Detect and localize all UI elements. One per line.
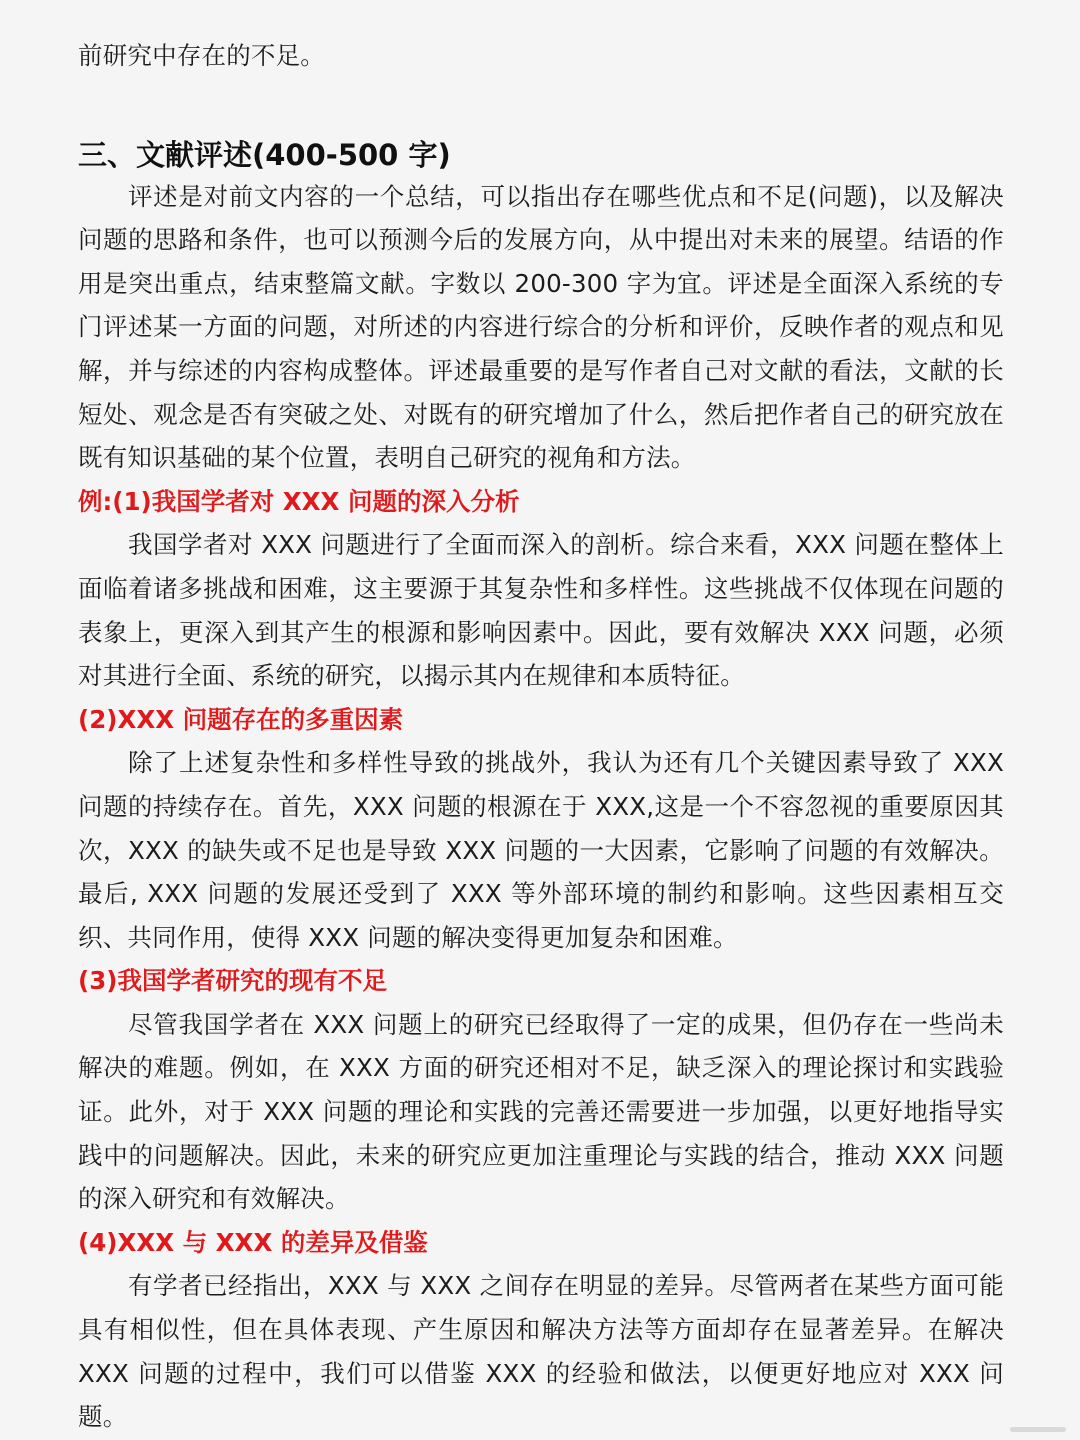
example-heading-3: (3)我国学者研究的现有不足	[78, 966, 387, 996]
intro-fragment: 前研究中存在的不足。	[78, 41, 325, 70]
document-page	[78, 34, 1004, 1439]
example-heading-1: 例:(1)我国学者对 XXX 问题的深入分析	[78, 486, 520, 516]
home-indicator	[1010, 1427, 1066, 1432]
example-body-3: 尽管我国学者在 XXX 问题上的研究已经取得了一定的成果，但仍存在一些尚未解决的难题。例如，在 XXX 方面的研究还相对不足，缺乏深入的理论探讨和实践验证。此外，对于 XXX 问题的理论和实践的完善还需要进一步加强，以更好地指导实践中的问题解决。因此，未来的研究应更加注重理论与实践的结合，推动 XXX 问题的深入研究和有效解决。	[78, 1009, 1004, 1214]
section-title: 三、文献评述(400-500 字)	[78, 137, 451, 172]
example-heading-2: (2)XXX 问题存在的多重因素	[78, 704, 404, 734]
example-heading-4: (4)XXX 与 XXX 的差异及借鉴	[78, 1227, 428, 1257]
example-body-4: 有学者已经指出，XXX 与 XXX 之间存在明显的差异。尽管两者在某些方面可能具有相似性，但在具体表现、产生原因和解决方法等方面却存在显著差异。在解决 XXX 问题的过程中，我们可以借鉴 XXX 的经验和做法，以便更好地应对 XXX 问题。	[78, 1271, 1004, 1432]
example-body-2: 除了上述复杂性和多样性导致的挑战外，我认为还有几个关键因素导致了 XXX 问题的持续存在。首先，XXX 问题的根源在于 XXX,这是一个不容忽视的重要原因其次，XXX 的缺失或不足也是导致 XXX 问题的一大因素，它影响了问题的有效解决。最后, XXX 问题的发展还受到了 XXX 等外部环境的制约和影响。这些因素相互交织、共同作用，使得 XXX 问题的解决变得更加复杂和困难。	[78, 748, 1004, 952]
example-body-1: 我国学者对 XXX 问题进行了全面而深入的剖析。综合来看，XXX 问题在整体上面临着诸多挑战和困难，这主要源于其复杂性和多样性。这些挑战不仅体现在问题的表象上，更深入到其产生的根源和影响因素中。因此，要有效解决 XXX 问题，必须对其进行全面、系统的研究，以揭示其内在规律和本质特征。	[78, 530, 1004, 691]
section-paragraph: 评述是对前文内容的一个总结，可以指出存在哪些优点和不足(问题)，以及解决问题的思路和条件，也可以预测今后的发展方向，从中提出对未来的展望。结语的作用是突出重点，结束整篇文献。字数以 200-300 字为宜。评述是全面深入系统的专门评述某一方面的问题，对所述的内容进行综合的分析和评价，反映作者的观点和见解，并与综述的内容构成整体。评述最重要的是写作者自己对文献的看法，文献的长短处、观念是否有突破之处、对既有的研究增加了什么，然后把作者自己的研究放在既有知识基础的某个位置，表明自己研究的视角和方法。	[78, 181, 1004, 473]
